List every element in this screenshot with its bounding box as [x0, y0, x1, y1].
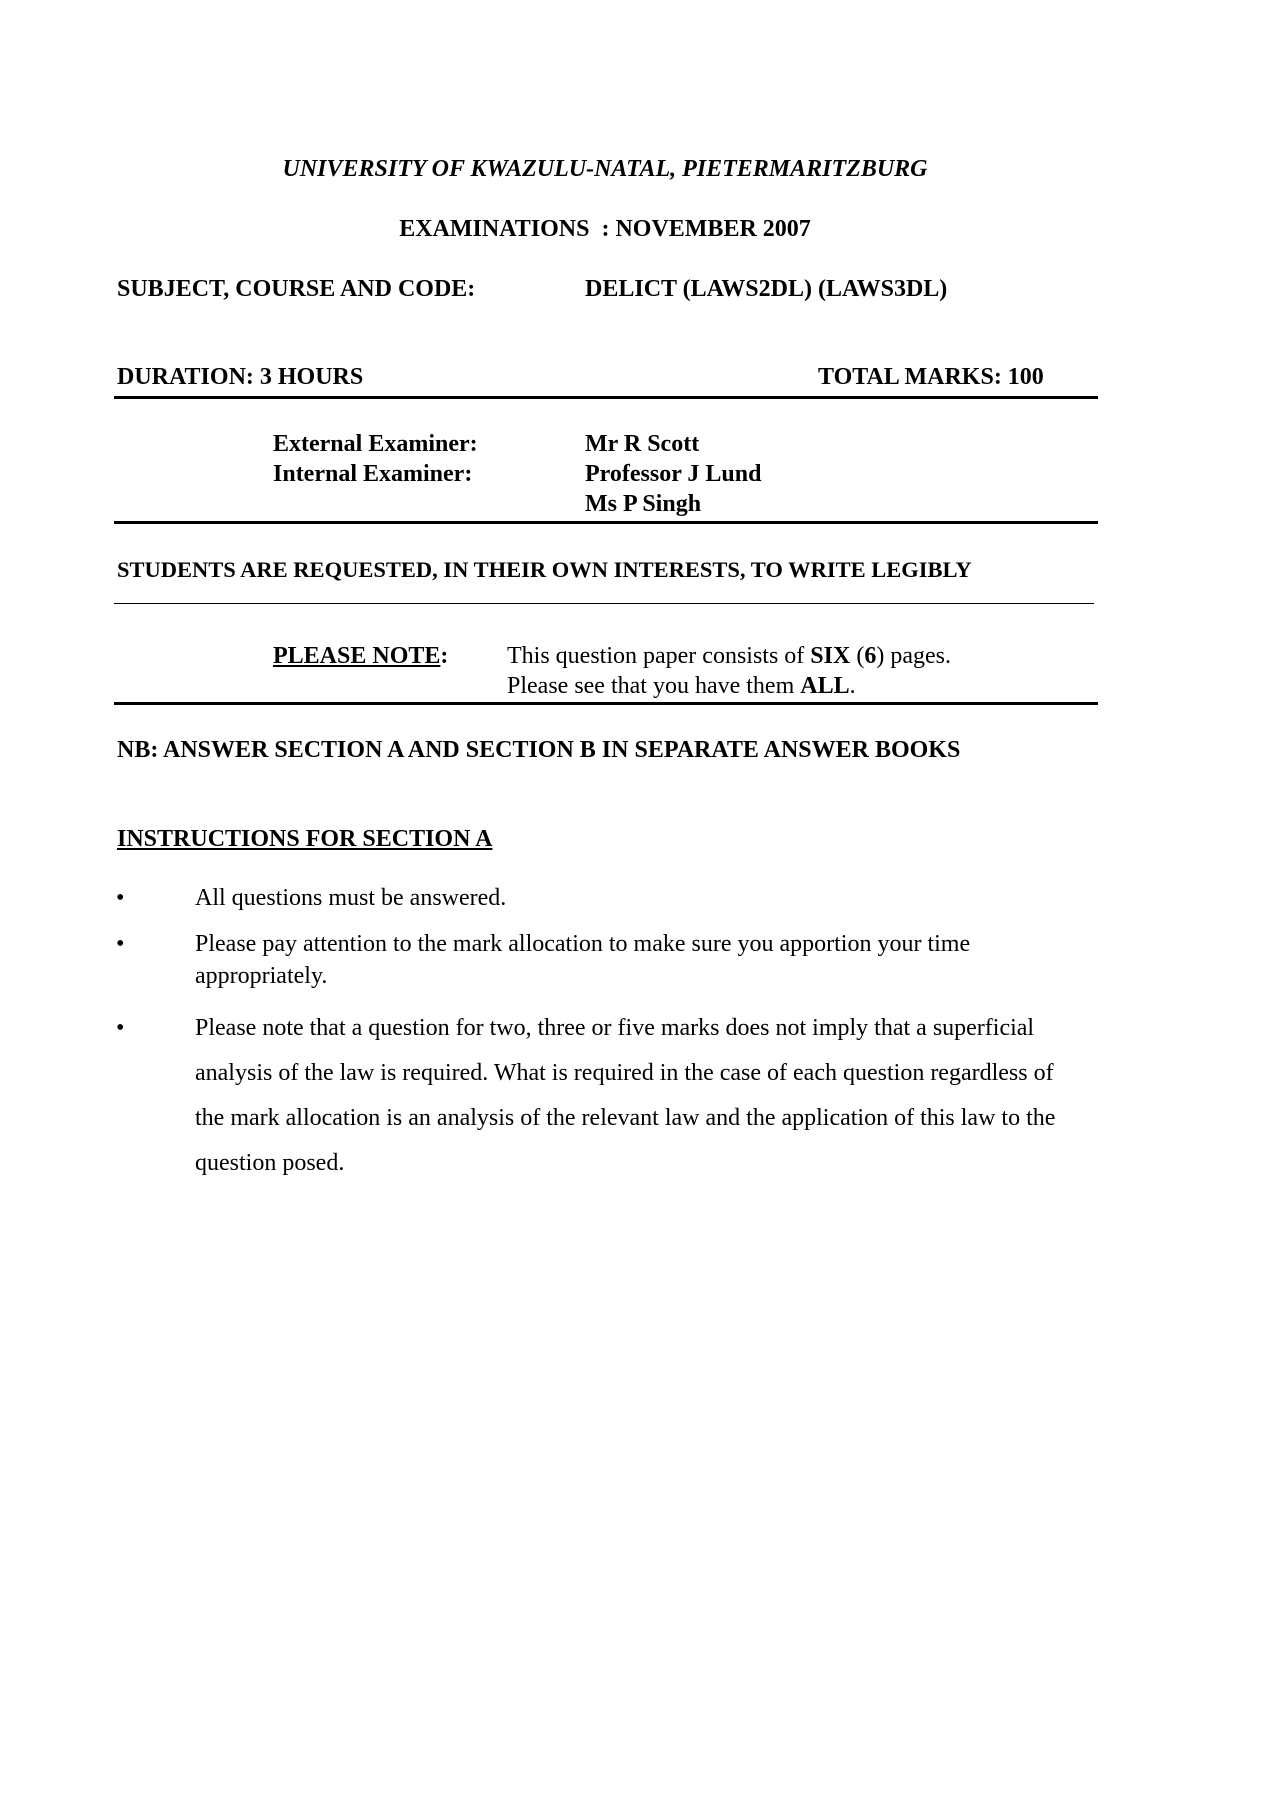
examiner-name: Mr R Scott	[585, 431, 700, 457]
external-examiner-label: External Examiner:	[273, 431, 478, 457]
list-item	[114, 928, 1074, 992]
divider-rule	[114, 603, 1094, 604]
page-count-number: 6	[864, 643, 877, 669]
divider-rule	[114, 396, 1098, 399]
page-count-word: SIX	[810, 643, 851, 669]
examiner-name: Professor J Lund	[585, 461, 762, 487]
please-note-line-1	[507, 643, 951, 670]
instruction-text: Please note that a question for two, three or five marks does not imply that a superficial analysis of the law is required. What is required in the case of each question regardless of the mark allocation is an analysis of the relevant law and the application of this law to the question posed.	[195, 1015, 1056, 1176]
instruction-text: Please pay attention to the mark allocation to make sure you apportion your time appropriately.	[195, 931, 971, 989]
course-label: SUBJECT, COURSE AND CODE:	[117, 276, 476, 302]
nb-notice: NB: ANSWER SECTION A AND SECTION B IN SEPARATE ANSWER BOOKS	[117, 737, 961, 763]
bullet-icon: •	[116, 1015, 125, 1041]
please-note-text: (	[850, 643, 865, 669]
instructions-list	[114, 882, 1074, 1200]
examiner-name: Ms P Singh	[585, 491, 702, 517]
legibility-notice: STUDENTS ARE REQUESTED, IN THEIR OWN INTERESTS, TO WRITE LEGIBLY	[117, 557, 972, 582]
total-marks: TOTAL MARKS: 100	[818, 364, 1044, 390]
please-note-text: ) pages.	[876, 643, 951, 669]
please-note-colon: :	[440, 643, 449, 669]
list-item	[114, 1006, 1074, 1186]
please-note-text: PLEASE NOTE	[273, 643, 441, 669]
university-title: UNIVERSITY OF KWAZULU-NATAL, PIETERMARITZBURG	[282, 156, 928, 182]
please-note-text: This question paper consists of	[507, 643, 811, 669]
duration: DURATION: 3 HOURS	[117, 364, 364, 390]
internal-examiner-label: Internal Examiner:	[273, 461, 473, 487]
please-note-text: .	[849, 673, 856, 699]
bullet-icon: •	[116, 885, 125, 911]
course-value: DELICT (LAWS2DL) (LAWS3DL)	[585, 276, 948, 302]
please-note-line-2	[507, 673, 856, 700]
divider-rule	[114, 521, 1098, 524]
list-item	[114, 882, 1074, 914]
please-note-label	[273, 643, 448, 670]
instruction-text: All questions must be answered.	[195, 885, 507, 911]
bullet-icon: •	[116, 931, 125, 957]
divider-rule	[114, 702, 1098, 705]
please-note-text: Please see that you have them	[507, 673, 801, 699]
section-a-instructions-title: INSTRUCTIONS FOR SECTION A	[117, 826, 493, 852]
all-word: ALL	[800, 673, 850, 699]
examination-date: EXAMINATIONS : NOVEMBER 2007	[399, 216, 811, 242]
